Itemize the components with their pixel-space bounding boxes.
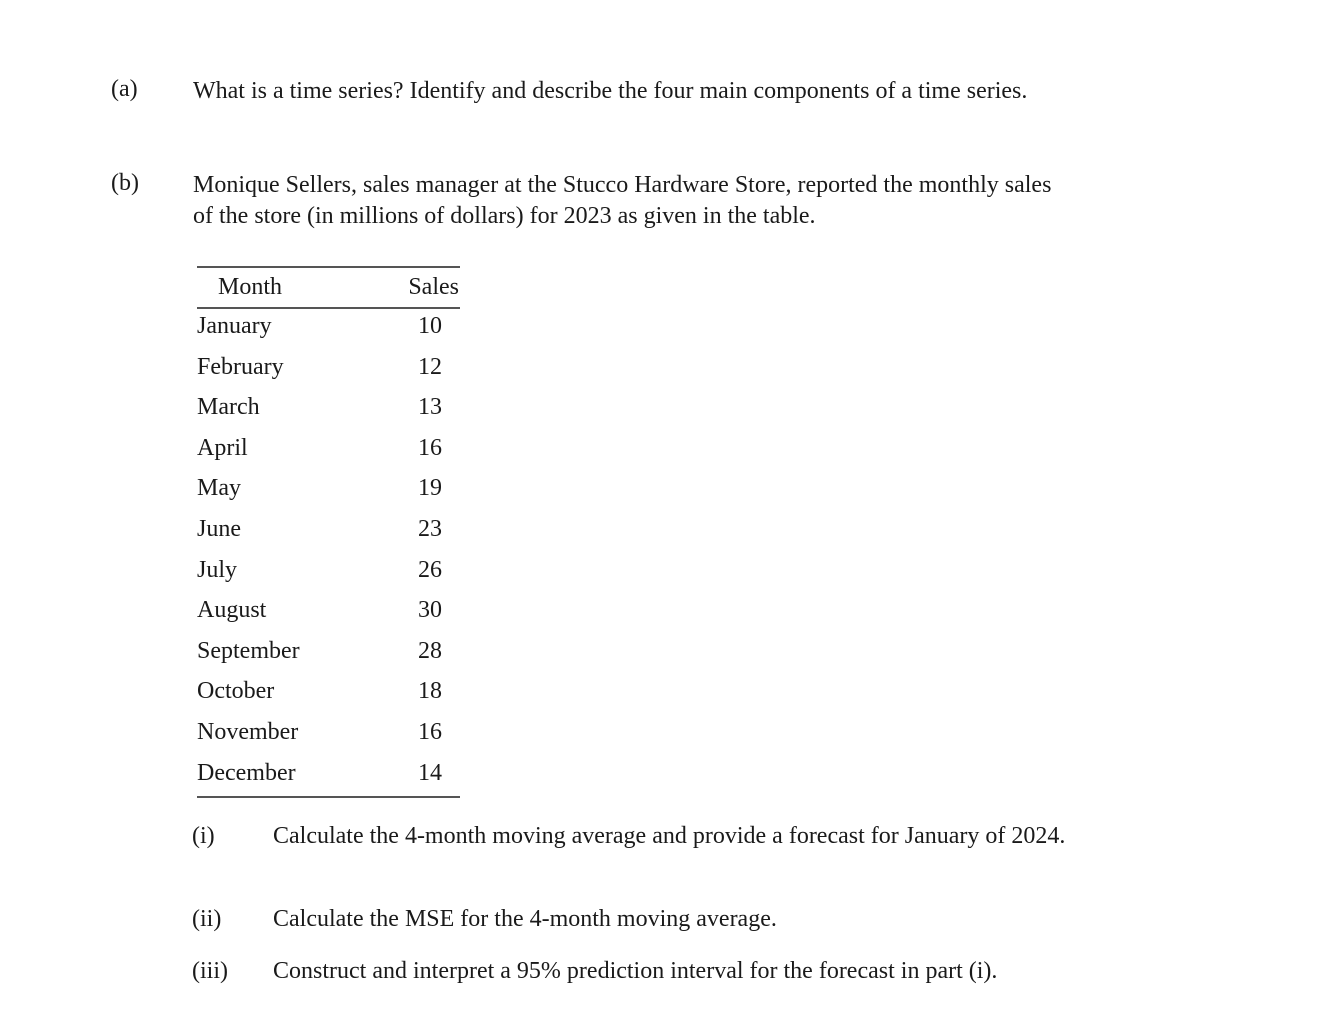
cell-sales: 14 <box>418 759 442 786</box>
table-row <box>197 756 460 797</box>
table-row <box>197 634 460 675</box>
sub-question-ii-text: Calculate the MSE for the 4-month moving average. <box>273 906 777 932</box>
cell-sales: 23 <box>418 515 442 542</box>
cell-month: June <box>197 515 241 542</box>
table-row <box>197 593 460 634</box>
cell-sales: 10 <box>418 313 442 339</box>
sub-question-iii-label: (iii) <box>192 958 228 984</box>
cell-sales: 13 <box>418 394 442 421</box>
part-b-label: (b) <box>111 170 139 196</box>
table-row <box>197 471 460 512</box>
cell-sales: 12 <box>418 353 442 380</box>
table-row <box>197 431 460 472</box>
header-sales: Sales <box>408 274 459 300</box>
header-month: Month <box>218 274 283 300</box>
cell-month: November <box>197 718 299 745</box>
sub-question-ii-label: (ii) <box>192 906 222 932</box>
sub-question-i-text: Calculate the 4-month moving average and provide a forecast for January of 2024. <box>273 823 1066 849</box>
cell-sales: 26 <box>418 556 442 583</box>
sub-question-iii-text: Construct and interpret a 95% prediction interval for the forecast in part (i). <box>273 958 998 984</box>
part-a-question: What is a time series? Identify and describe the four main components of a time series. <box>193 78 1028 104</box>
table-row <box>197 350 460 391</box>
part-b-question-line-2: of the store (in millions of dollars) for 2023 as given in the table. <box>193 203 816 229</box>
sub-question-i-label: (i) <box>192 823 215 849</box>
cell-sales: 30 <box>418 597 442 624</box>
table-body <box>197 309 460 796</box>
cell-month: May <box>197 475 241 502</box>
table-bottom-rule <box>197 796 460 798</box>
table-header <box>197 268 460 307</box>
cell-sales: 18 <box>418 678 442 705</box>
table-row <box>197 390 460 431</box>
table-row <box>197 512 460 553</box>
cell-month: September <box>197 637 300 664</box>
table-row <box>197 309 460 350</box>
table-row <box>197 715 460 756</box>
cell-month: March <box>197 394 260 421</box>
cell-sales: 16 <box>418 718 442 745</box>
sales-table <box>197 266 460 798</box>
cell-month: October <box>197 678 275 705</box>
cell-sales: 28 <box>418 637 442 664</box>
cell-month: January <box>197 313 272 339</box>
cell-month: August <box>197 597 267 624</box>
cell-month: December <box>197 759 296 786</box>
cell-month: July <box>197 556 238 583</box>
table-row <box>197 553 460 594</box>
cell-month: April <box>197 434 248 461</box>
cell-sales: 16 <box>418 434 442 461</box>
cell-sales: 19 <box>418 475 442 502</box>
table-row <box>197 674 460 715</box>
part-b-question-line-1: Monique Sellers, sales manager at the Stucco Hardware Store, reported the monthly sales <box>193 172 1052 198</box>
part-a-label: (a) <box>111 76 138 102</box>
cell-month: February <box>197 353 284 380</box>
